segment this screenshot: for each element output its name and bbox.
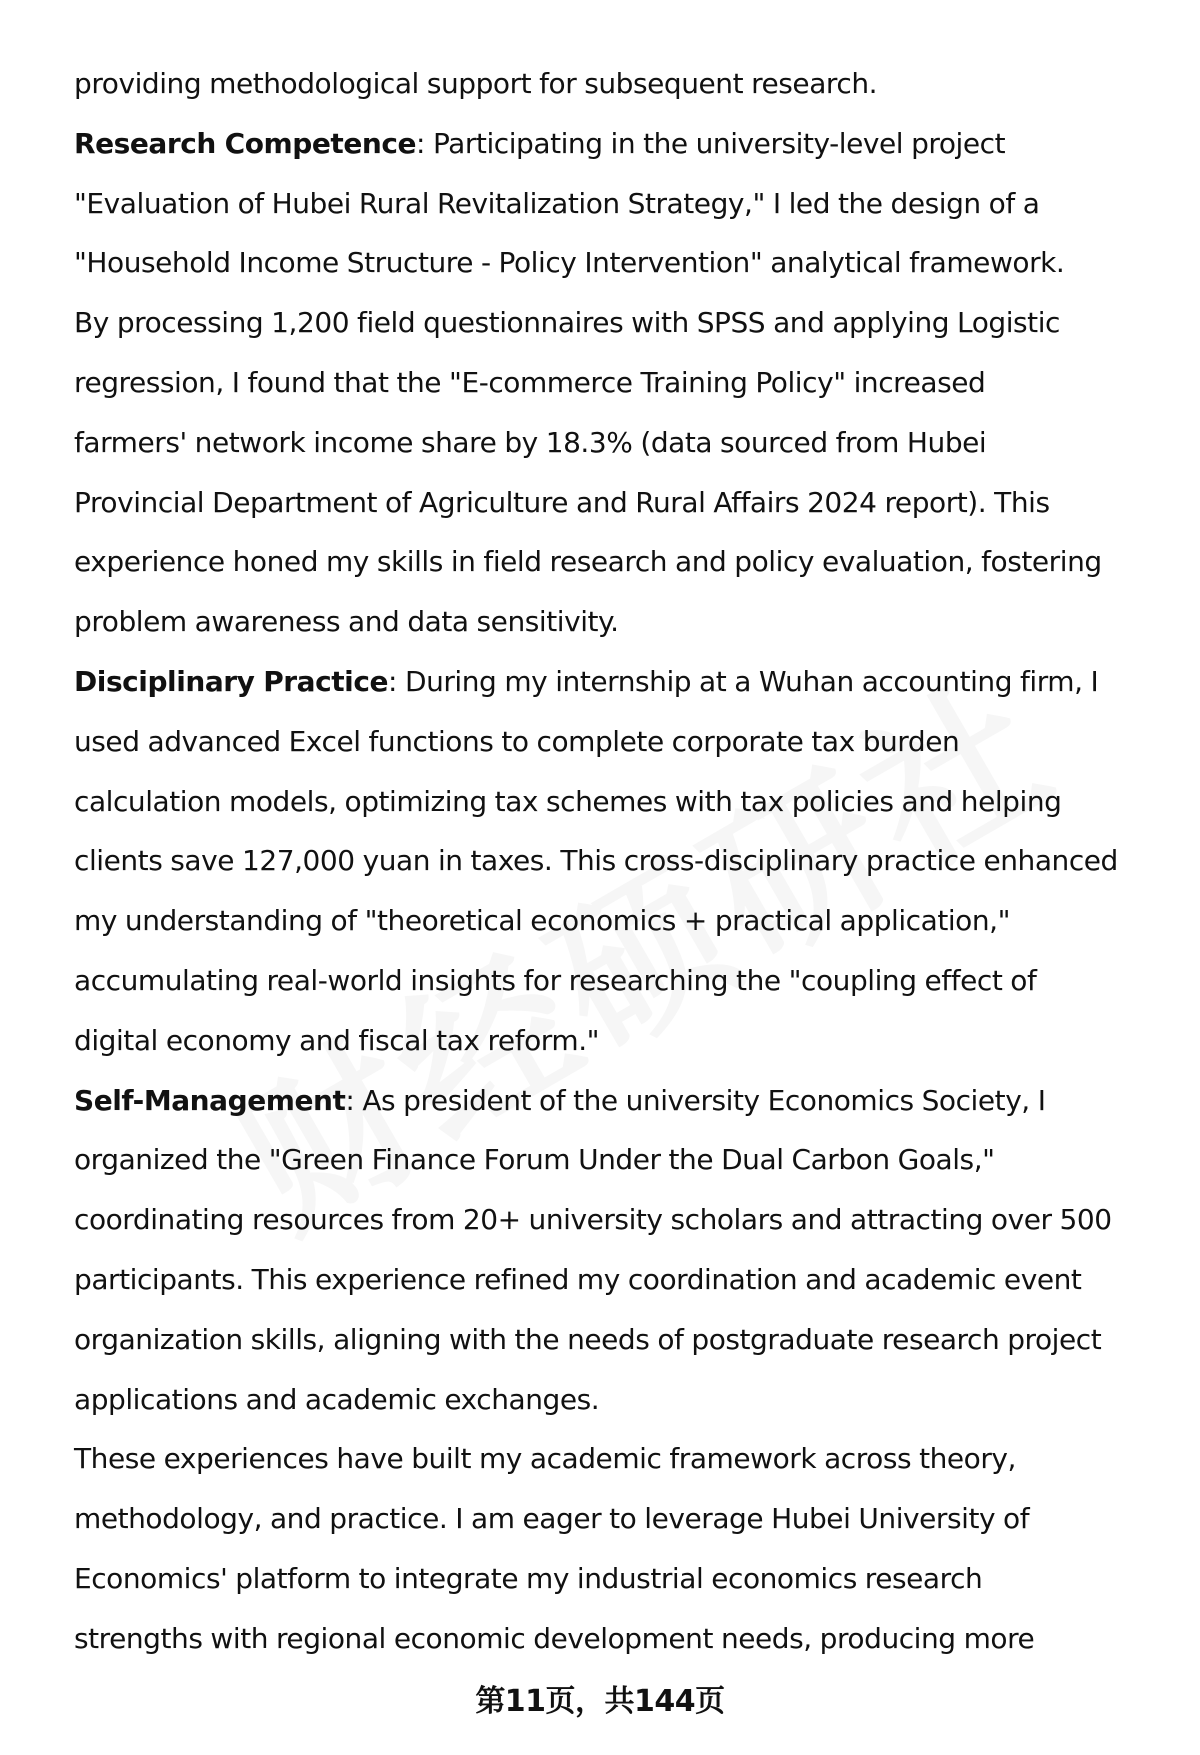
text-line: problem awareness and data sensitivity.	[74, 605, 619, 639]
section-heading: Self-Management	[74, 1083, 346, 1117]
text-line: clients save 127,000 yuan in taxes. This cross-disciplinary practice enhanced	[74, 844, 1118, 878]
text-line: experience honed my skills in field research and policy evaluation, fostering	[74, 545, 1102, 579]
text-line: organization skills, aligning with the needs of postgraduate research project	[74, 1322, 1102, 1356]
text-line: methodology, and practice. I am eager to leverage Hubei University of	[74, 1502, 1030, 1536]
text-line	[74, 114, 1164, 174]
text-line: digital economy and fiscal tax reform."	[74, 1023, 600, 1057]
text-line: my understanding of "theoretical economics + practical application,"	[74, 904, 1011, 938]
text-run: : Participating in the university-level project	[416, 126, 1006, 160]
text-line: "Household Income Structure - Policy Intervention" analytical framework.	[74, 246, 1065, 280]
section-heading: Disciplinary Practice	[74, 664, 389, 698]
body-text	[74, 54, 1164, 1669]
text-line: participants. This experience refined my coordination and academic event	[74, 1262, 1082, 1296]
text-line: accumulating real-world insights for researching the "coupling effect of	[74, 963, 1037, 997]
text-line: Economics' platform to integrate my industrial economics research	[74, 1561, 983, 1595]
section-heading: Research Competence	[74, 126, 417, 160]
text-line: farmers' network income share by 18.3% (data sourced from Hubei	[74, 425, 987, 459]
text-line: These experiences have built my academic framework across theory,	[74, 1442, 1016, 1476]
text-line: By processing 1,200 field questionnaires with SPSS and applying Logistic	[74, 306, 1060, 340]
text-line: calculation models, optimizing tax schemes with tax policies and helping	[74, 784, 1062, 818]
text-line: strengths with regional economic development needs, producing more	[74, 1621, 1035, 1655]
text-line: providing methodological support for subsequent research.	[74, 67, 878, 100]
text-line: "Evaluation of Hubei Rural Revitalization Strategy," I led the design of a	[74, 186, 1040, 220]
text-line: used advanced Excel functions to complete corporate tax burden	[74, 724, 960, 758]
text-line: organized the "Green Finance Forum Under the Dual Carbon Goals,"	[74, 1143, 995, 1177]
text-line: Provincial Department of Agriculture and Rural Affairs 2024 report). This	[74, 485, 1050, 519]
text-line	[74, 652, 1164, 712]
text-line	[74, 1071, 1164, 1131]
text-run: : During my internship at a Wuhan accounting firm, I	[388, 664, 1099, 698]
text-line: coordinating resources from 20+ university scholars and attracting over 500	[74, 1203, 1112, 1237]
text-line: applications and academic exchanges.	[74, 1382, 600, 1416]
page-number-footer: 第11页，共144页	[475, 1684, 725, 1719]
text-run: : As president of the university Economics Society, I	[345, 1083, 1046, 1117]
text-line: regression, I found that the "E-commerce Training Policy" increased	[74, 365, 986, 399]
